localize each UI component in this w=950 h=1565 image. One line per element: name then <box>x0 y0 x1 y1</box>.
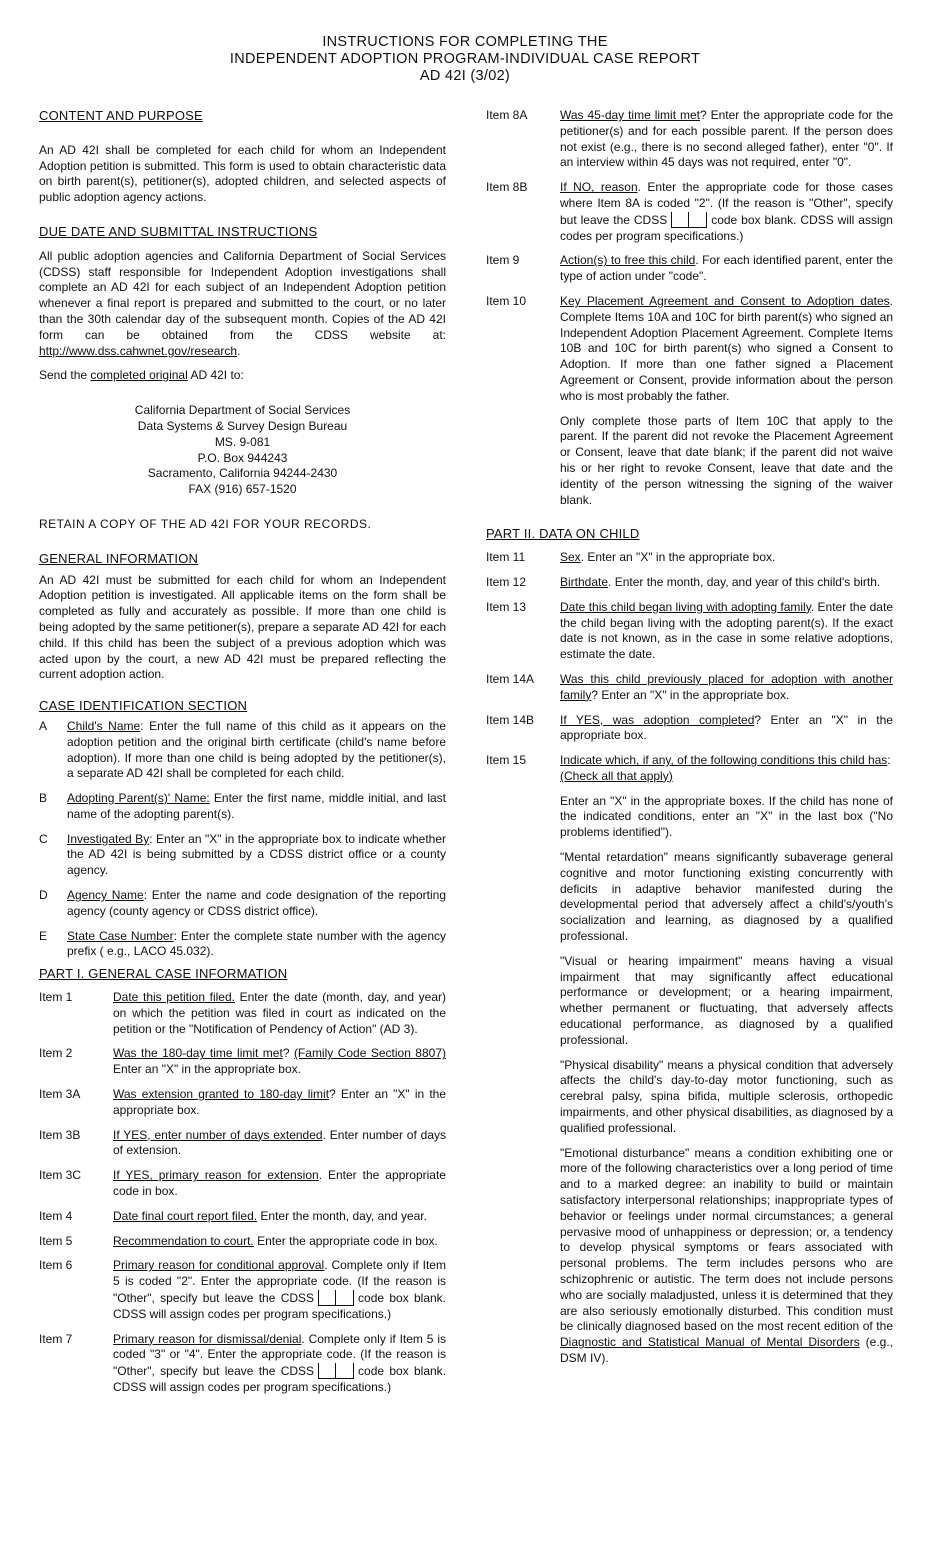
part1-item-6: Item 6 Primary reason for conditional approval. Complete only if Item 5 is coded "2". Enter the appropriate code. (If the reason is "Other", specify but leave the CDSS code box blank. CDSS will assign codes per program specifications.) <box>39 1258 447 1321</box>
definition-physical-disability: "Physical disability" means a physical condition that adversely affects the child's day-to-day motor functioning, such as cerebral palsy, spina bifida, multiple sclerosis, orthopedic impairments, and other physical disabilities, as diagnosed by a qualified professional. <box>560 1057 893 1135</box>
item-8a: Item 8A Was 45-day time limit met? Enter the appropriate code for the petitioner(s) and for each possible parent. If the person does not exist (e.g., there is no second alleged father), enter "0". If an interview within 45 days was not required, enter "0". <box>486 108 893 170</box>
content-purpose-text: An AD 42I shall be completed for each child for whom an Independent Adoption petition is submitted. This form is used to obtain characteristic data on birth parent(s), petitioner(s), adopted children, and selected aspects of public adoption agency actions. <box>39 142 446 205</box>
due-date-text: All public adoption agencies and California Department of Social Services (CDSS) staff responsible for Independent Adoption investigations shall complete an AD 42I for each subject of an Independent Adoption petition whenever a final report is prepared and submitted to the court, or no later than the 30th calendar day of the subsequent month. Copies of the AD 42I form can be obtained from the CDSS website at: http://www.dss.cahwnet.gov/research. <box>39 248 446 358</box>
part2-item: Item 13 Date this child began living with adopting family. Enter the date the child began living with the adopting parent(s). If the exact date is not known, as in the case in some relative adoptions, estimate the date. <box>486 599 893 662</box>
item-10: Item 10 Key Placement Agreement and Consent to Adoption dates. Complete Items 10A and 10C for birth parent(s) who signed an Independent Adoption Placement Agreement. Complete Items 10B and 10C for birth parent(s) who signed a Consent to Adoption. If more than one father signed a Placement Agreement or Consent, provide information about the person who is most probably the father. Only complete those parts of Item 10C that apply to the parent. If the parent did not revoke the Placement Agreement or Consent, leave that date blank; if the parent did not waive his or her right to revoke Consent, leave that date and the identity of the person witnessing the signing of the waiver blank. <box>486 293 893 507</box>
item-9: Item 9 Action(s) to free this child. For each identified parent, enter the type of action under "code". <box>486 253 894 284</box>
item-15: Item 15 Indicate which, if any, of the following conditions this child has: (Check all that apply) Enter an "X" in the appropriate boxes. If the child has none of the indicated conditions, enter an "X" in the last box ("No problems identified"). "Mental retardation" means significantly subaverage general cognitive and motor functioning existing concurrently with deficits in adaptive behavior manifested during the developmental period that adversely affect a child's/youth's socialization and learning, as diagnosed by a qualified professional. "Visual or hearing impairment" means having a visual impairment that may significantly affect educational performance or development; or a hearing impairment, whether permanent or fluctuating, that adversely affects educational performance, as diagnosed by a qualified professional. "Physical disability" means a physical condition that adversely affects the child's day-to-day motor functioning, such as cerebral palsy, spina bifida, multiple sclerosis, orthopedic impairments, and other physical disabilities, as diagnosed by a qualified professional. "Emotional disturbance" means a condition exhibiting one or more of the following characteristics over a long period of time and to a marked degree: an inability to build or maintain satisfactory interpersonal relationships; inappropriate types of behavior or feelings under normal circumstances; a general pervasive mood of unhappiness or depression; or, a tendency to develop physical symptoms or fears associated with personal problems. The term includes persons who are schizophrenic or autistic. The term does not include persons who are socially maladjusted, unless it is determined that they are also seriously emotionally disturbed. This condition must be clinically diagnosed based on the most recent edition of the Diagnostic and Statistical Manual of Mental Disorders (e.g., DSM IV). <box>486 753 893 1365</box>
case-id-heading: CASE IDENTIFICATION SECTION <box>39 698 248 714</box>
case-id-list <box>39 719 446 960</box>
code-box <box>671 212 707 228</box>
part1-item: Item 1 Date this petition filed. Enter the date (month, day, and year) on which the petition was filed in court as indicated on the petition or the "Notification of Pendency of Action" (AD 3). <box>39 990 446 1036</box>
part1-item: Item 3B If YES, enter number of days extended. Enter number of days of extension. <box>39 1127 446 1158</box>
cdss-website-link[interactable]: http://www.dss.cahwnet.gov/research <box>39 343 238 358</box>
part2-item: Item 14B If YES, was adoption completed? Enter an "X" in the appropriate box. <box>486 712 893 743</box>
left-column <box>39 108 446 1396</box>
case-id-item: B Adopting Parent(s)' Name: Enter the first name, middle initial, and last name of the adopting parent(s). <box>39 791 446 821</box>
document-header <box>0 34 930 85</box>
part2-list <box>486 550 893 1367</box>
mailing-address: California Department of Social Services Data Systems & Survey Design Bureau MS. 9-081 P.O. Box 944243 Sacramento, California 94244-2430 FAX (916) 657-1520 <box>134 403 351 497</box>
case-id-item: D Agency Name: Enter the name and code designation of the reporting agency (county agency or CDSS district office). <box>39 888 447 918</box>
part1-item: Item 3A Was extension granted to 180-day limit? Enter an "X" in the appropriate box. <box>39 1087 446 1117</box>
part2-heading: PART II. DATA ON CHILD <box>486 526 640 542</box>
right-column <box>486 108 893 1367</box>
case-id-item: A Child's Name: Enter the full name of this child as it appears on the adoption petition and the original birth certificate (child's name before adoption). If more than one child is being adopted by the petitioner(s), a separate AD 42I shall be completed for each child. <box>39 718 447 781</box>
header-line-3: AD 42I (3/02) <box>419 68 511 84</box>
definition-emotional-disturbance: "Emotional disturbance" means a condition exhibiting one or more of the following characteristics over a long period of time and to a marked degree: an inability to build or maintain satisfactory interpersonal relationships; inappropriate types of behavior or feelings under normal circumstances; a general pervasive mood of unhappiness or depression; or, a tendency to develop physical symptoms or fears associated with personal problems. The term includes persons who are schizophrenic or autistic. The term does not include persons who are socially maladjusted, unless it is determined that they are also seriously emotionally disturbed. This condition must be clinically diagnosed based on the most recent edition of the Diagnostic and Statistical Manual of Mental Disorders (e.g., DSM IV). <box>560 1145 893 1365</box>
part1-heading: PART I. GENERAL CASE INFORMATION <box>39 966 288 982</box>
header-line-1: INSTRUCTIONS FOR COMPLETING THE <box>322 34 608 50</box>
item-15-instruction: Enter an "X" in the appropriate boxes. If the child has none of the indicated conditions, enter an "X" in the last box ("No problems identified"). <box>560 793 893 840</box>
due-date-heading: DUE DATE AND SUBMITTAL INSTRUCTIONS <box>39 223 318 239</box>
part2-item: Item 12 Birthdate. Enter the month, day, and year of this child's birth. <box>486 574 881 589</box>
part1-item: Item 2 Was the 180-day time limit met? (Family Code Section 8807) Enter an "X" in the appropriate box. <box>39 1046 446 1077</box>
part1-item: Item 3C If YES, primary reason for extension. Enter the appropriate code in box. <box>39 1168 446 1199</box>
part1-item: Item 4 Date final court report filed. Enter the month, day, and year. <box>39 1208 427 1223</box>
case-id-item: E State Case Number: Enter the complete state number with the agency prefix ( e.g., LACO 45.032). <box>39 928 446 959</box>
general-info-heading: GENERAL INFORMATION <box>39 550 199 566</box>
header-line-2: INDEPENDENT ADOPTION PROGRAM-INDIVIDUAL CASE REPORT <box>229 51 701 67</box>
part1-list <box>39 990 446 1396</box>
part2-item: Item 11 Sex. Enter an "X" in the appropriate box. <box>486 550 776 565</box>
code-box <box>318 1290 354 1306</box>
definition-mental-retardation: "Mental retardation" means significantly subaverage general cognitive and motor functioning existing concurrently with deficits in adaptive behavior manifested during the developmental period that adversely affect a child's/youth's socialization and learning, as diagnosed by a qualified professional. <box>560 850 893 944</box>
general-info-text: An AD 42I must be submitted for each child for whom an Independent Adoption petition is investigated. All applicable items on the form shall be completed as fully and accurately as possible. If more than one child is being adopted by the same petitioner(s), prepare a separate AD 42I for each child. If this child has been the subject of a previous adoption which was acted upon by the court, a new AD 42I must be prepared reflecting the current adoption action. <box>39 572 446 682</box>
send-instruction: Send the completed original AD 42I to: <box>39 368 244 383</box>
code-box <box>318 1363 354 1379</box>
part1-item: Item 5 Recommendation to court. Enter the appropriate code in box. <box>39 1233 438 1248</box>
case-id-item: C Investigated By: Enter an "X" in the appropriate box to indicate whether the AD 42I is being submitted by a CDSS district office or a county agency. <box>39 831 446 878</box>
definition-visual-hearing: "Visual or hearing impairment" means having a visual impairment that may significantly affect educational performance or development; or a hearing impairment, whether permanent or fluctuating, that adversely affects educational performance, as diagnosed by a qualified professional. <box>560 953 893 1047</box>
part2-item: Item 14A Was this child previously placed for adoption with another family? Enter an "X" in the appropriate box. <box>486 671 893 702</box>
part1-item-7: Item 7 Primary reason for dismissal/denial. Complete only if Item 5 is coded "3" or "4". Enter the appropriate code. (If the reason is "Other", specify but leave the CDSS code box blank. CDSS will assign codes per program specifications.) <box>39 1331 447 1394</box>
item-8b: Item 8B If NO, reason. Enter the appropriate code for those cases where Item 8A is coded "2". (If the reason is "Other", specify but leave the CDSS code box blank. CDSS will assign codes per program specifications.) <box>486 180 893 243</box>
content-purpose-heading: CONTENT AND PURPOSE <box>39 108 203 123</box>
retain-copy-note: RETAIN A COPY OF THE AD 42I FOR YOUR RECORDS. <box>39 516 372 531</box>
